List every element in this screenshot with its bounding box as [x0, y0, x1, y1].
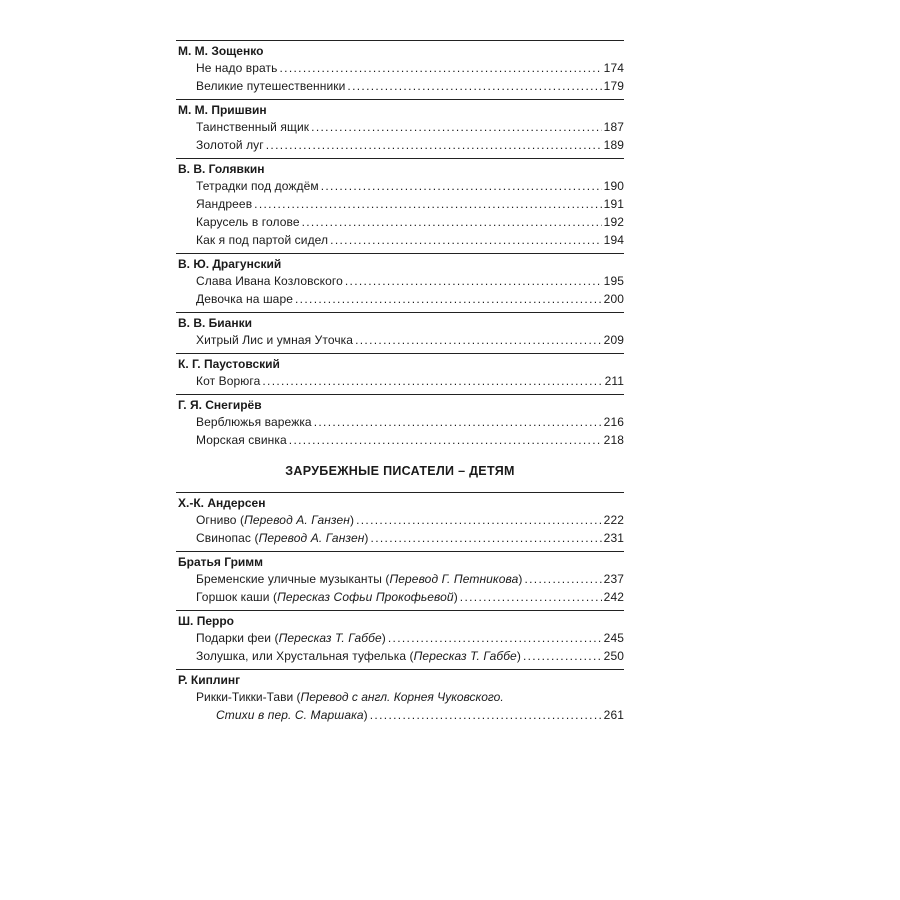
page-number: 195 [603, 274, 624, 288]
page-number: 250 [603, 649, 624, 663]
foreign-authors-list [176, 492, 624, 724]
entry-title: Огниво (Перевод А. Ганзен) [196, 513, 355, 527]
entry-note: Пересказ Софьи Прокофьевой [277, 590, 454, 604]
author-name: Р. Киплинг [178, 673, 241, 687]
author-name: Ш. Перро [178, 614, 235, 628]
entry-note: Пересказ Т. Габбе [278, 631, 382, 645]
toc-entry [176, 290, 624, 308]
toc-entry-line: Рикки-Тикки-Тави (Перевод с англ. Корнея Чуковского. [196, 690, 504, 704]
toc-entry [176, 588, 624, 606]
entry-title-text: Огниво [196, 513, 237, 527]
toc-entry [176, 372, 624, 390]
dot-leader [345, 272, 602, 290]
toc-entry [176, 629, 624, 647]
dot-leader [355, 331, 602, 349]
toc-entry [176, 213, 624, 231]
dot-leader [280, 59, 602, 77]
page-number: 190 [603, 179, 624, 193]
entry-title: Яандреев [196, 197, 253, 211]
dot-leader [330, 231, 602, 249]
dot-leader [347, 77, 601, 95]
page-number: 218 [603, 433, 624, 447]
toc-entry [176, 511, 624, 529]
entry-title: Золотой луг [196, 138, 264, 152]
dot-leader [266, 136, 602, 154]
entry-title: Кот Ворюга [196, 374, 261, 388]
entry-title-text: Золушка, или Хрустальная туфелька [196, 649, 407, 663]
entry-title: Как я под партой сидел [196, 233, 329, 247]
dot-leader [460, 588, 602, 606]
entry-title: Верблюжья варежка [196, 415, 312, 429]
entry-title-text: Бременские уличные музыканты [196, 572, 382, 586]
entry-title: Не надо врать [196, 61, 278, 75]
page-number: 209 [603, 333, 624, 347]
dot-leader [295, 290, 602, 308]
page-number: 174 [603, 61, 624, 75]
dot-leader [314, 413, 602, 431]
entry-note: Перевод с англ. Корнея Чуковского. [300, 690, 504, 704]
toc-entry [176, 706, 624, 724]
entry-title: Свинопас (Перевод А. Ганзен) [196, 531, 369, 545]
author-name: Братья Гримм [178, 555, 264, 569]
toc-entry [176, 272, 624, 290]
toc-entry [176, 195, 624, 213]
author-name: М. М. Пришвин [178, 103, 267, 117]
toc-section [176, 312, 624, 349]
dot-leader [302, 213, 602, 231]
page-number: 245 [603, 631, 624, 645]
page-number: 231 [603, 531, 624, 545]
toc-section [176, 492, 624, 547]
entry-title: Великие путешественники [196, 79, 346, 93]
entry-title-text: Свинопас [196, 531, 252, 545]
page-number: 222 [603, 513, 624, 527]
page-number: 189 [603, 138, 624, 152]
entry-title: Карусель в голове [196, 215, 300, 229]
page-number: 211 [604, 374, 624, 388]
author-name: Г. Я. Снегирёв [178, 398, 262, 412]
dot-leader [254, 195, 602, 213]
page-number: 191 [603, 197, 624, 211]
toc-section [176, 40, 624, 95]
dot-leader [311, 118, 602, 136]
table-of-contents [176, 40, 624, 728]
dot-leader [289, 431, 602, 449]
toc-entry [176, 59, 624, 77]
toc-entry [176, 647, 624, 665]
dot-leader [523, 647, 602, 665]
toc-entry [176, 431, 624, 449]
dot-leader [388, 629, 602, 647]
dot-leader [321, 177, 602, 195]
dot-leader [262, 372, 602, 390]
author-name: К. Г. Паустовский [178, 357, 280, 371]
toc-entry [176, 331, 624, 349]
section-heading: ЗАРУБЕЖНЫЕ ПИСАТЕЛИ – ДЕТЯМ [285, 464, 515, 478]
toc-entry [176, 118, 624, 136]
entry-title-text: Подарки феи [196, 631, 272, 645]
author-name: Х.-К. Андерсен [178, 496, 266, 510]
entry-title: Бременские уличные музыканты (Перевод Г. Петникова) [196, 572, 523, 586]
toc-entry [176, 177, 624, 195]
page-number: 216 [603, 415, 624, 429]
entry-note: Перевод Г. Петникова [389, 572, 519, 586]
entry-title: Тетрадки под дождём [196, 179, 319, 193]
toc-entry [176, 413, 624, 431]
page-number: 237 [603, 572, 624, 586]
page-number: 242 [603, 590, 624, 604]
dot-leader [356, 511, 602, 529]
entry-title: Слава Ивана Козловского [196, 274, 343, 288]
author-name: В. В. Бианки [178, 316, 252, 330]
entry-title-text: Рикки-Тикки-Тави [196, 690, 294, 704]
entry-title: Подарки феи (Пересказ Т. Габбе) [196, 631, 386, 645]
page-number: 179 [603, 79, 624, 93]
toc-section [176, 99, 624, 154]
toc-section [176, 610, 624, 665]
page-number: 192 [603, 215, 624, 229]
toc-section [176, 394, 624, 449]
toc-section [176, 253, 624, 308]
toc-section [176, 158, 624, 249]
entry-note: Перевод А. Ганзен [258, 531, 365, 545]
page-number: 187 [603, 120, 624, 134]
dot-leader [371, 529, 602, 547]
entry-note: Пересказ Т. Габбе [413, 649, 517, 663]
entry-title: Хитрый Лис и умная Уточка [196, 333, 354, 347]
entry-title: Золушка, или Хрустальная туфелька (Пересказ Т. Габбе) [196, 649, 521, 663]
page-number: 194 [603, 233, 624, 247]
page-number: 200 [603, 292, 624, 306]
toc-section [176, 551, 624, 606]
entry-note: Стихи в пер. С. Маршака [216, 708, 364, 722]
russian-authors-list [176, 40, 624, 449]
toc-section [176, 669, 624, 724]
entry-title: Девочка на шаре [196, 292, 294, 306]
author-name: В. Ю. Драгунский [178, 257, 282, 271]
entry-title: Таинственный ящик [196, 120, 310, 134]
entry-title: Стихи в пер. С. Маршака) [216, 708, 368, 722]
entry-title: Горшок каши (Пересказ Софьи Прокофьевой) [196, 590, 458, 604]
toc-entry [176, 570, 624, 588]
dot-leader [524, 570, 601, 588]
toc-section [176, 353, 624, 390]
author-name: М. М. Зощенко [178, 44, 264, 58]
toc-entry [176, 136, 624, 154]
toc-entry [176, 77, 624, 95]
entry-note: Перевод А. Ганзен [244, 513, 350, 527]
toc-entry [176, 529, 624, 547]
entry-title-text: Горшок каши [196, 590, 270, 604]
author-name: В. В. Голявкин [178, 162, 265, 176]
dot-leader [370, 706, 602, 724]
page-number: 261 [603, 708, 624, 722]
toc-entry [176, 231, 624, 249]
entry-title: Морская свинка [196, 433, 287, 447]
